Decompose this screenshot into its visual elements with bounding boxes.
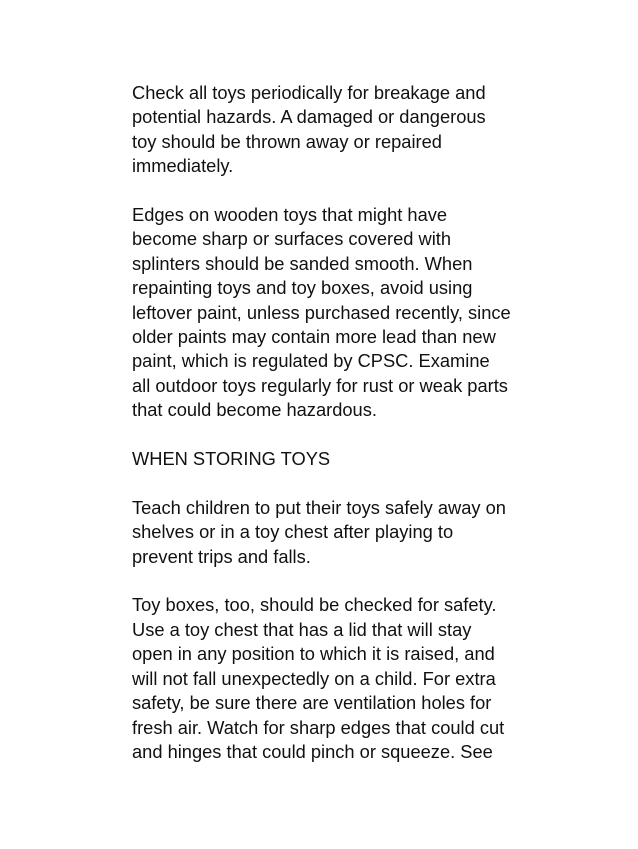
text-line: immediately. [132,155,234,177]
text-line: safety, be sure there are ventilation holes for [132,692,492,714]
text-line: and hinges that could pinch or squeeze. See [132,740,493,762]
text-line: splinters should be sanded smooth. When [132,252,473,274]
text-line: open in any position to which it is raised, and [132,643,495,665]
text-line: all outdoor toys regularly for rust or weak parts [132,374,508,396]
text-line: become sharp or surfaces covered with [132,228,452,250]
text-line: Edges on wooden toys that might have [132,204,448,226]
document-body [132,81,572,789]
paragraph-teach-children [132,496,572,569]
text-line: repainting toys and toy boxes, avoid using [132,277,473,299]
paragraph-toy-boxes [132,593,572,764]
text-line: paint, which is regulated by CPSC. Examine [132,350,490,372]
text-line: leftover paint, unless purchased recently, since [132,301,511,323]
text-line: will not fall unexpectedly on a child. For extra [132,667,496,689]
text-line: older paints may contain more lead than new [132,326,496,348]
text-line: Check all toys periodically for breakage and [132,82,486,103]
text-line: fresh air. Watch for sharp edges that could cut [132,716,505,738]
text-line: Use a toy chest that has a lid that will stay [132,618,472,640]
text-line: Toy boxes, too, should be checked for safety. [132,594,497,616]
text-line: prevent trips and falls. [132,545,311,567]
text-line: that could become hazardous. [132,399,377,421]
section-heading: WHEN STORING TOYS [132,448,331,470]
paragraph-check-toys [132,81,572,179]
text-line: Teach children to put their toys safely away on [132,496,506,518]
paragraph-wooden-edges [132,203,572,423]
text-line: potential hazards. A damaged or dangerous [132,106,486,128]
text-line: toy should be thrown away or repaired [132,130,442,152]
text-line: shelves or in a toy chest after playing to [132,521,454,543]
